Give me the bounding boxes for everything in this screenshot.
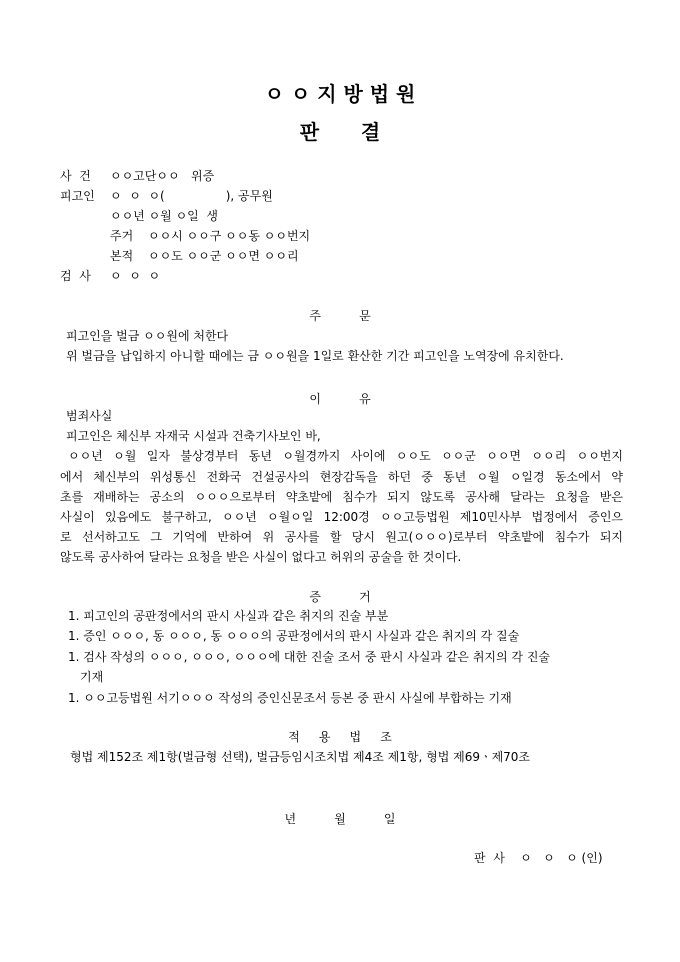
law-text: 형법 제152조 제1항(벌금형 선택), 벌금등임시조치법 제4조 제1항, 형법 제69ㆍ제70조 [70, 750, 531, 764]
order-line: 피고인을 벌금 ㅇㅇ원에 처한다 [66, 329, 229, 343]
reason-heading: 이 유 [309, 392, 371, 406]
law-heading: 적 용 법 조 [288, 730, 392, 744]
judge-signature: 판 사 ㅇ ㅇ ㅇ (인) [474, 851, 603, 865]
evidence-item-continuation: 기재 [80, 670, 104, 684]
date-line: 년 월 일 [284, 812, 396, 826]
crime-facts-line: ㅇㅇ년 ㅇ월 일자 불상경부터 동년 ㅇ월경까지 사이에 ㅇㅇ도 ㅇㅇ군 ㅇㅇ면 ㅇㅇ리 ㅇㅇ번지 [68, 449, 623, 463]
evidence-item: 1. 증인 ㅇㅇㅇ, 동 ㅇㅇㅇ, 동 ㅇㅇㅇ의 공판정에서의 판시 사실과 같은 취지의 각 질술 [68, 629, 520, 643]
crime-facts-intro: 피고인은 체신부 자재국 시설과 건축기사보인 바, [66, 429, 321, 443]
prosecutor-label: 검 사 [60, 269, 91, 283]
address-label: 주거 [110, 229, 134, 243]
evidence-item: 1. ㅇㅇ고등법원 서기ㅇㅇㅇ 작성의 증인신문조서 등본 중 판시 사실에 부합하는 기재 [68, 691, 512, 705]
domicile-value: ㅇㅇ도 ㅇㅇ군 ㅇㅇ면 ㅇㅇ리 [148, 249, 299, 263]
defendant-value: ㅇ ㅇ ㅇ( ), 공무원 [110, 189, 273, 203]
crime-facts-line: 로 선서하고도 그 기억에 반하여 위 공사를 할 당시 원고(ㅇㅇㅇ)로부터 약초밭에 침수가 되지 [60, 530, 623, 544]
crime-facts-line: 사실이 있음에도 불구하고, ㅇㅇ년 ㅇ월ㅇ일 12:00경 ㅇㅇ고등법원 제10민사부 법정에서 증인으 [60, 510, 623, 524]
case-label: 사 건 [60, 169, 91, 183]
crime-facts-line: 에서 체신부의 위성통신 전화국 건설공사의 현장감독을 하던 중 동년 ㅇ월 ㅇ일경 동소에서 약 [60, 470, 623, 484]
prosecutor-value: ㅇ ㅇ ㅇ [110, 269, 161, 283]
address-value: ㅇㅇ시 ㅇㅇ구 ㅇㅇ동 ㅇㅇ번지 [148, 229, 311, 243]
evidence-heading: 증 거 [309, 590, 371, 604]
defendant-birth: ㅇㅇ년 ㅇ월 ㅇ일 생 [110, 209, 218, 223]
crime-facts-line: 초를 재배하는 공소의 ㅇㅇㅇ으로부터 약초밭에 침수가 되지 않도록 공사해 달라는 요청을 받은 [60, 490, 623, 504]
order-line: 위 벌금을 납입하지 아니할 때에는 금 ㅇㅇ원을 1일로 환산한 기간 피고인을 노역장에 유치한다. [66, 349, 564, 363]
document-title: 판 결 [299, 120, 381, 144]
order-heading: 주 문 [309, 309, 371, 323]
crime-facts-line: 않도록 공사하여 달라는 요청을 받은 사실이 없다고 허위의 공술을 한 것이다. [60, 550, 462, 564]
court-title: ㅇ ㅇ 지 방 법 원 [264, 82, 416, 106]
defendant-label: 피고인 [60, 189, 95, 203]
crime-facts-subheading: 범죄사실 [66, 409, 113, 423]
evidence-item: 1. 검사 작성의 ㅇㅇㅇ, ㅇㅇㅇ, ㅇㅇㅇ에 대한 진술 조서 중 판시 사실과 같은 취지의 각 진술 [68, 650, 551, 664]
domicile-label: 본적 [110, 249, 134, 263]
evidence-item: 1. 피고인의 공판정에서의 판시 사실과 같은 취지의 진술 부분 [68, 609, 389, 623]
case-value: ㅇㅇ고단ㅇㅇ 위증 [110, 169, 215, 183]
